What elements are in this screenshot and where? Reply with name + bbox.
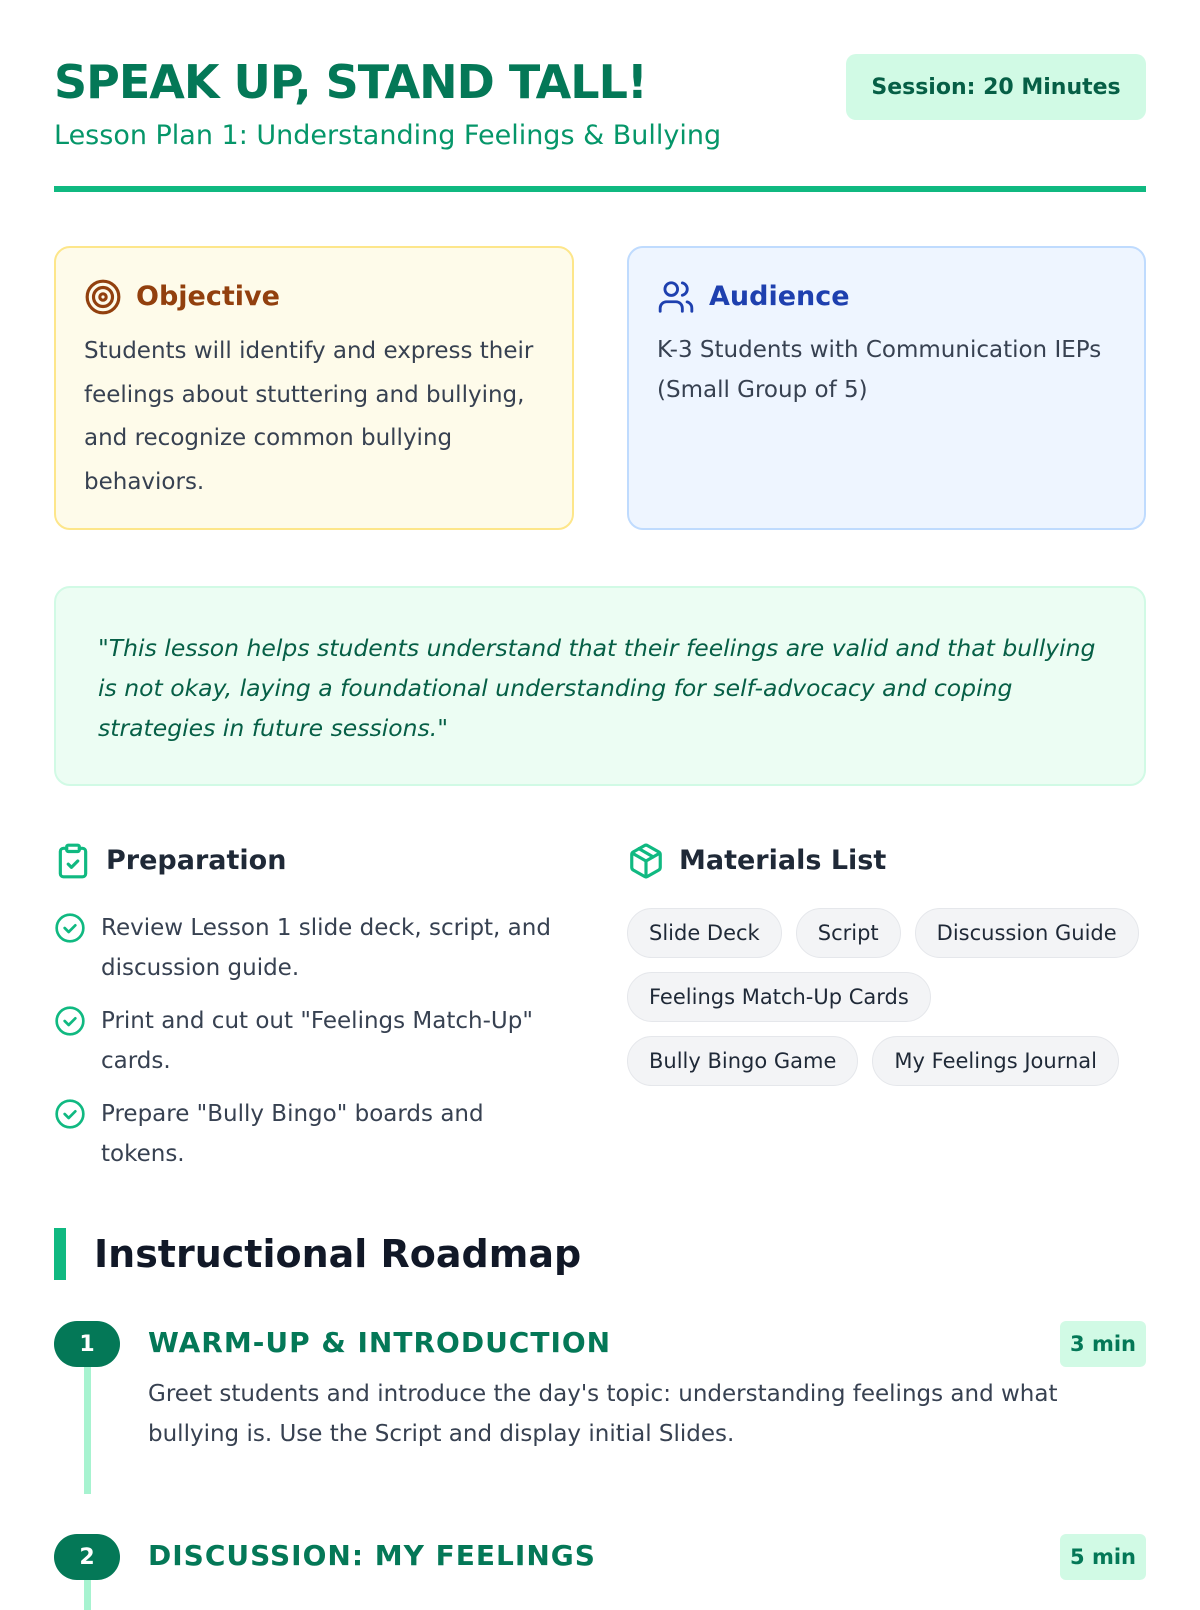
check-circle-icon bbox=[54, 912, 86, 944]
preparation-title: Preparation bbox=[106, 845, 287, 876]
lesson-rationale-quote bbox=[54, 586, 1146, 786]
material-tag: My Feelings Journal bbox=[872, 1036, 1119, 1086]
step-duration-badge: 5 min bbox=[1060, 1534, 1146, 1580]
preparation-list bbox=[54, 908, 574, 1187]
preparation-item-text: Prepare "Bully Bingo" boards and tokens. bbox=[101, 1101, 484, 1167]
materials-row bbox=[627, 1036, 1146, 1086]
material-tag: Bully Bingo Game bbox=[627, 1036, 858, 1086]
target-icon bbox=[84, 278, 122, 316]
step-duration-badge: 3 min bbox=[1060, 1321, 1146, 1367]
roadmap-title: Instructional Roadmap bbox=[94, 1232, 582, 1276]
quote-text: "This lesson helps students understand that their feelings are valid and that bullying is not okay, laying a foundational understanding for self-advocacy and coping strategies in future sessions." bbox=[98, 634, 1096, 742]
header-divider bbox=[54, 186, 1146, 192]
material-tag: Discussion Guide bbox=[915, 908, 1139, 958]
page-subtitle: Lesson Plan 1: Understanding Feelings & Bullying bbox=[54, 120, 722, 151]
objective-title: Objective bbox=[136, 281, 280, 312]
audience-text: K-3 Students with Communication IEPs (Small Group of 5) bbox=[657, 337, 1102, 403]
roadmap-accent-bar bbox=[54, 1228, 66, 1280]
audience-card bbox=[627, 246, 1146, 530]
preparation-item bbox=[54, 1094, 574, 1174]
objective-text: Students will identify and express their feelings about stuttering and bullying, and recognize common bullying behaviors. bbox=[84, 338, 534, 495]
preparation-item bbox=[54, 908, 574, 988]
materials-header bbox=[627, 842, 886, 880]
audience-header bbox=[657, 278, 850, 316]
lesson-plan-page bbox=[54, 0, 1146, 1600]
check-circle-icon bbox=[54, 1005, 86, 1037]
preparation-header bbox=[54, 842, 286, 880]
materials-title: Materials List bbox=[679, 845, 887, 876]
step-number-badge: 1 bbox=[54, 1321, 120, 1367]
material-tag: Script bbox=[796, 908, 901, 958]
timeline-connector bbox=[84, 1360, 91, 1494]
materials-row bbox=[627, 908, 1146, 958]
preparation-item-text: Review Lesson 1 slide deck, script, and discussion guide. bbox=[101, 915, 551, 981]
preparation-item-text: Print and cut out "Feelings Match-Up" cards. bbox=[101, 1008, 533, 1074]
audience-title: Audience bbox=[709, 281, 850, 312]
step-title: WARM-UP & INTRODUCTION bbox=[148, 1326, 612, 1359]
clipboard-check-icon bbox=[54, 842, 92, 880]
material-tag: Slide Deck bbox=[627, 908, 782, 958]
page-title: SPEAK UP, STAND TALL! bbox=[54, 55, 647, 109]
preparation-item bbox=[54, 1001, 574, 1081]
package-icon bbox=[627, 842, 665, 880]
check-circle-icon bbox=[54, 1098, 86, 1130]
objective-card bbox=[54, 246, 574, 530]
step-number-badge: 2 bbox=[54, 1534, 120, 1580]
session-duration-badge: Session: 20 Minutes bbox=[846, 54, 1146, 120]
step-title: DISCUSSION: MY FEELINGS bbox=[148, 1539, 596, 1572]
step-description: Greet students and introduce the day's topic: understanding feelings and what bullying is. Use the Script and display initial Slides. bbox=[148, 1381, 1058, 1447]
materials-list bbox=[627, 908, 1146, 1100]
users-icon bbox=[657, 278, 695, 316]
materials-row bbox=[627, 972, 1146, 1022]
objective-header bbox=[84, 278, 280, 316]
material-tag: Feelings Match-Up Cards bbox=[627, 972, 931, 1022]
